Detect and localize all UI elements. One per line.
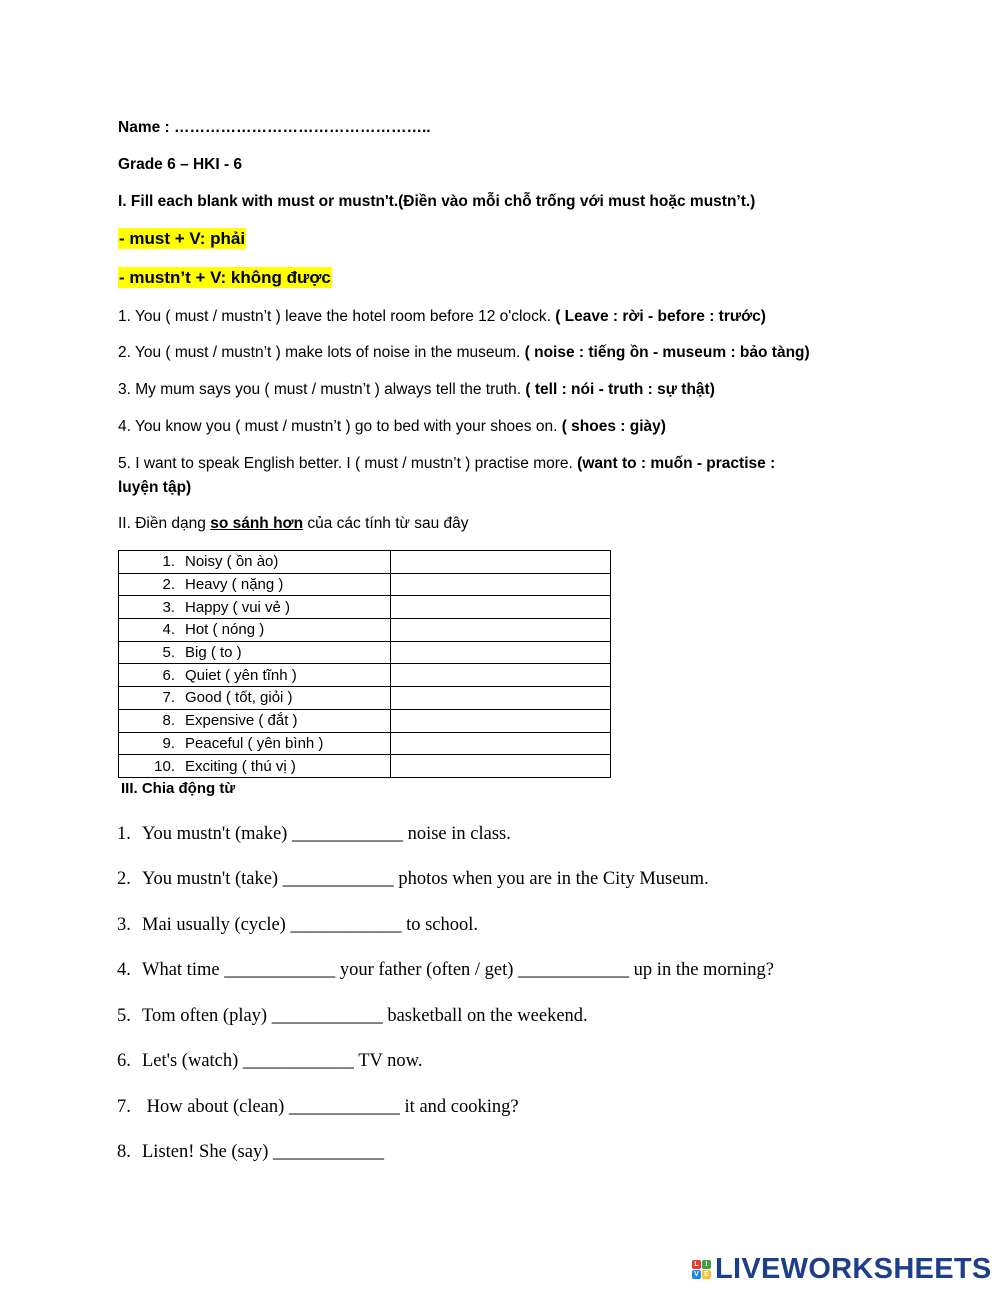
- table-row: [119, 664, 611, 687]
- row-number: 9.: [162, 734, 175, 752]
- item-number: 7.: [117, 1097, 131, 1117]
- adjective-text: Heavy ( nặng ): [185, 576, 284, 594]
- verb-exercise-item: [117, 1051, 422, 1072]
- answer-cell[interactable]: [391, 573, 611, 596]
- adjective-text: Hot ( nóng ): [185, 621, 265, 639]
- answer-cell[interactable]: [391, 596, 611, 619]
- item-text: Tom often (play) ____________ basketball on the weekend.: [142, 1006, 588, 1026]
- item-number: 5.: [117, 1006, 131, 1026]
- table-row: [119, 687, 611, 710]
- logo-letter-tile: E: [702, 1270, 711, 1279]
- row-number: 4.: [162, 621, 175, 639]
- item-text: You mustn't (take) ____________ photos when you are in the City Museum.: [142, 869, 709, 889]
- answer-cell[interactable]: [391, 732, 611, 755]
- item-text: How about (clean) ____________ it and cooking?: [142, 1097, 519, 1117]
- answer-cell[interactable]: [391, 619, 611, 642]
- adjective-cell: [119, 619, 391, 642]
- verb-exercise-item: [117, 960, 774, 981]
- answer-cell[interactable]: [391, 664, 611, 687]
- row-number: 8.: [162, 712, 175, 730]
- row-number: 7.: [162, 689, 175, 707]
- adjective-cell: [119, 573, 391, 596]
- grade-line: Grade 6 – HKI - 6: [118, 156, 243, 173]
- comparative-table: [118, 550, 611, 778]
- item-text: Mai usually (cycle) ____________ to school.: [142, 915, 479, 935]
- adjective-text: Expensive ( đắt ): [185, 712, 298, 730]
- logo-letter-tile: V: [692, 1270, 701, 1279]
- table-row: [119, 709, 611, 732]
- rule-mustnt: - mustn’t + V: không được: [119, 268, 331, 287]
- item-number: 4.: [117, 960, 131, 980]
- section3-title: III. Chia động từ: [121, 780, 236, 797]
- verb-exercise-item: [117, 869, 709, 890]
- logo-letter-tile: L: [692, 1260, 701, 1269]
- adjective-cell: [119, 732, 391, 755]
- table-row: [119, 573, 611, 596]
- row-number: 6.: [162, 666, 175, 684]
- row-number: 10.: [154, 757, 175, 775]
- adjective-text: Exciting ( thú vị ): [185, 757, 296, 775]
- exercise1-item: 4. You know you ( must / mustn’t ) go to bed with your shoes on. ( shoes : giày): [118, 418, 666, 435]
- adjective-text: Quiet ( yên tĩnh ): [185, 666, 297, 684]
- table-row: [119, 551, 611, 574]
- table-row: [119, 619, 611, 642]
- item-number: 1.: [117, 824, 131, 844]
- row-number: 1.: [162, 553, 175, 571]
- verb-exercise-item: [117, 1006, 588, 1027]
- item-number: 2.: [117, 869, 131, 889]
- item-number: 8.: [117, 1142, 131, 1162]
- verb-exercise-item: [117, 1142, 384, 1163]
- item-text: What time ____________ your father (often / get) ____________ up in the morning?: [142, 960, 774, 980]
- adjective-cell: [119, 664, 391, 687]
- adjective-text: Happy ( vui vẻ ): [185, 598, 291, 616]
- rule-must: - must + V: phải: [119, 229, 246, 248]
- name-line: Name : …………………………………………..: [118, 119, 431, 136]
- item-text: Let's (watch) ____________ TV now.: [142, 1051, 423, 1071]
- adjective-text: Big ( to ): [185, 644, 242, 662]
- table-row: [119, 641, 611, 664]
- item-text: You mustn't (make) ____________ noise in class.: [142, 824, 511, 844]
- item-number: 3.: [117, 915, 131, 935]
- item-number: 6.: [117, 1051, 131, 1071]
- answer-cell[interactable]: [391, 641, 611, 664]
- row-number: 3.: [162, 598, 175, 616]
- adjective-cell: [119, 709, 391, 732]
- table-row: [119, 732, 611, 755]
- exercise1-item: 3. My mum says you ( must / mustn’t ) always tell the truth. ( tell : nói - truth : sự thật): [118, 381, 715, 398]
- answer-cell[interactable]: [391, 709, 611, 732]
- answer-cell[interactable]: [391, 687, 611, 710]
- adjective-cell: [119, 755, 391, 778]
- adjective-cell: [119, 641, 391, 664]
- exercise1-item: 2. You ( must / mustn’t ) make lots of noise in the museum. ( noise : tiếng ồn - museum : bảo tàng): [118, 344, 810, 361]
- adjective-text: Peaceful ( yên bình ): [185, 734, 324, 752]
- exercise1-item: 5. I want to speak English better. I ( must / mustn’t ) practise more. (want to : muốn - practise :: [118, 455, 776, 472]
- adjective-cell: [119, 596, 391, 619]
- adjective-cell: [119, 687, 391, 710]
- row-number: 2.: [162, 576, 175, 594]
- logo-icon: [692, 1260, 711, 1279]
- row-number: 5.: [162, 644, 175, 662]
- table-row: [119, 755, 611, 778]
- section1-title: I. Fill each blank with must or mustn't.(Điền vào mỗi chỗ trống với must hoặc mustn’t.): [118, 193, 756, 210]
- answer-cell[interactable]: [391, 755, 611, 778]
- verb-exercise-item: [117, 915, 478, 936]
- item-text: Listen! She (say) ____________: [142, 1142, 385, 1162]
- adjective-text: Noisy ( ồn ào): [185, 553, 279, 571]
- table-row: [119, 596, 611, 619]
- exercise1-item: 1. You ( must / mustn’t ) leave the hotel room before 12 o'clock. ( Leave : rời - before : trước): [118, 308, 766, 325]
- answer-cell[interactable]: [391, 551, 611, 574]
- adjective-text: Good ( tốt, giỏi ): [185, 689, 293, 707]
- verb-exercise-item: [117, 824, 511, 845]
- liveworksheets-logo: L I V E LIVEWORKSHEETS: [692, 1253, 992, 1285]
- section2-title: II. Điền dạng so sánh hơn của các tính từ sau đây: [118, 515, 469, 532]
- adjective-cell: [119, 551, 391, 574]
- exercise1-item-continued: luyện tập): [118, 479, 192, 496]
- logo-letter-tile: I: [702, 1260, 711, 1269]
- verb-exercise-item: [117, 1097, 519, 1118]
